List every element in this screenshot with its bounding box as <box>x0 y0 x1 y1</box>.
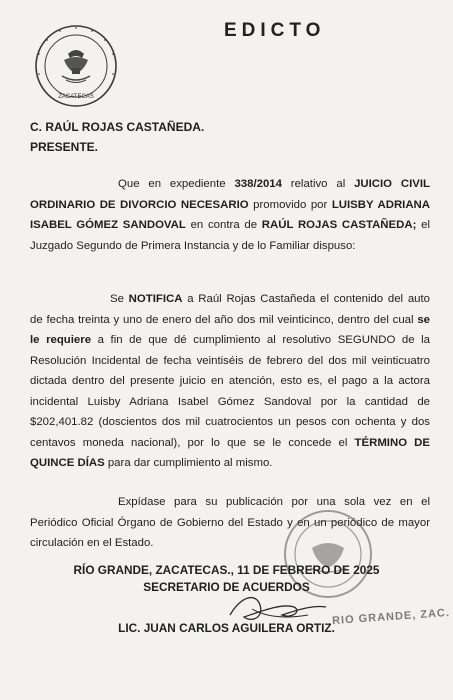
text-run: el Juzgado Segundo de Primera Instancia y de lo Familiar dispuso: <box>30 219 430 252</box>
paragraph-publication: Expídase para su publicación por una sola vez en el Periódico Oficial Órgano de Gobierno del Estado y en un periódico de mayor circulación en el Estado. <box>30 496 430 549</box>
signature-role: SECRETARIO DE ACUERDOS <box>143 580 310 594</box>
coat-of-arms-seal-icon <box>34 24 118 108</box>
stamp-location-text: RIO GRANDE, ZAC. <box>331 606 451 628</box>
document-title: EDICTO <box>224 20 326 41</box>
text-run: Que en expediente <box>118 178 235 190</box>
text-run: relativo al <box>281 178 355 190</box>
paragraph-case-intro <box>30 174 430 256</box>
case-type: JUICIO CIVIL ORDINARIO DE DIVORCIO NECESARIO <box>30 178 430 211</box>
defendant-name: RAÚL ROJAS CASTAÑEDA; <box>261 219 417 231</box>
notifica-keyword: NOTIFICA <box>128 293 183 305</box>
signature-place-date: RÍO GRANDE, ZACATECAS., 11 DE FEBRERO DE 2025 <box>73 563 380 577</box>
text-run: a fin de que dé cumplimiento al resolutivo SEGUNDO de la Resolución Incidental de fecha veintiséis de febrero del dos mil veinticuatro dictada dentro del presente juicio en atención, esto es, el pago a la actora incidental Luisby Adriana Isabel Gómez Sandoval por la cantidad de $202,401.82 (doscientos dos mil cuatrocientos un pesos con ochenta y dos centavos moneda nacional), por lo que se le concede el <box>30 334 430 449</box>
addressee-greeting: PRESENTE. <box>30 140 99 154</box>
text-run: promovido por <box>248 198 332 211</box>
term-keyword: TÉRMINO DE QUINCE DÍAS <box>30 436 430 469</box>
paragraph-notification <box>30 289 430 474</box>
plaintiff-name: LUISBY ADRIANA ISABEL GÓMEZ SANDOVAL <box>30 198 431 231</box>
addressee-block <box>30 117 430 157</box>
signatory-name: LIC. JUAN CARLOS AGUILERA ORTIZ. <box>118 621 335 635</box>
case-number: 338/2014 <box>234 178 282 190</box>
requiere-keyword: se le requiere <box>30 313 430 346</box>
text-run: para dar cumplimiento al mismo. <box>104 457 273 469</box>
text-run: a Raúl Rojas Castañeda el contenido del auto de fecha treinta y uno de enero del año dos mil veinticinco, dentro del cual <box>30 293 430 326</box>
seal-text: ZACATECAS <box>58 94 94 100</box>
addressee-name: C. RAÚL ROJAS CASTAÑEDA. <box>30 120 205 134</box>
text-run: Se <box>110 293 129 305</box>
text-run: en contra de <box>185 219 262 231</box>
